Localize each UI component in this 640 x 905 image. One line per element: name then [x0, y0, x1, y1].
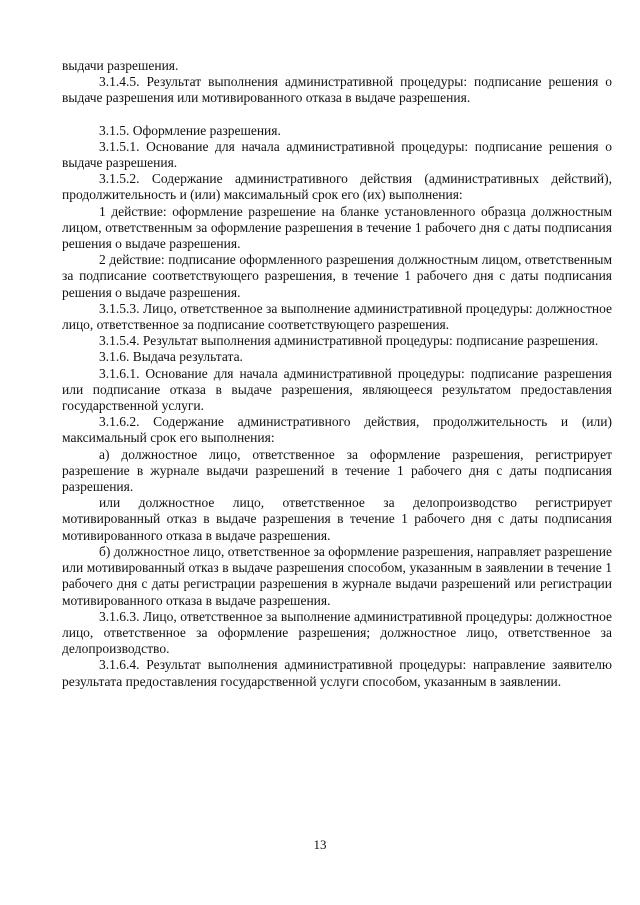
paragraph-3-1-6-4: 3.1.6.4. Результат выполнения административной процедуры: направление заявителю результата предоставления государственной услуги способом, указанным в заявлении. — [62, 657, 612, 689]
paragraph-action-1: 1 действие: оформление разрешение на бланке установленного образца должностным лицом, ответственным за оформление разрешения в течение 1 рабочего дня с даты подписания решения о выдаче разрешения. — [62, 203, 612, 252]
paragraph-3-1-5-1: 3.1.5.1. Основание для начала административной процедуры: подписание решения о выдаче разрешения. — [62, 138, 612, 171]
paragraph-3-1-6-1: 3.1.6.1. Основание для начала административной процедуры: подписание разрешения или подписание отказа в выдаче разрешения, являющееся результатом предоставления государственной услуги. — [62, 365, 612, 414]
paragraph-3-1-6-2: 3.1.6.2. Содержание административного действия, продолжительность и (или) максимальный срок его выполнения: — [62, 414, 612, 446]
paragraph-3-1-5-4: 3.1.5.4. Результат выполнения административной процедуры: подписание разрешения. — [99, 333, 599, 349]
paragraph-item-a-alt: или должностное лицо, ответственное за делопроизводство регистрирует мотивированный отказ в выдаче разрешения в течение 1 рабочего дня с даты подписания мотивированного отказа в выдаче разрешения. — [62, 495, 612, 543]
section-heading-3-1-5: 3.1.5. Оформление разрешения. — [99, 122, 281, 138]
paragraph-3-1-5-2: 3.1.5.2. Содержание административного действия (административных действий), продолжительность и (или) максимальный срок его (их) выполнения: — [62, 171, 612, 203]
paragraph-3-1-6-3: 3.1.6.3. Лицо, ответственное за выполнение административной процедуры: должностное лицо, ответственное за оформление разрешения; должностное лицо, ответственное за делопроизводство. — [62, 608, 612, 657]
page-number: 13 — [313, 837, 327, 852]
paragraph-action-2: 2 действие: подписание оформленного разрешения должностным лицом, ответственным за подписание соответствующего разрешения, в течение 1 рабочего дня с даты подписания решения о выдаче разрешения. — [62, 252, 612, 300]
paragraph-item-b: б) должностное лицо, ответственное за оформление разрешения, направляет разрешение или мотивированный отказ в выдаче разрешения способом, указанным в заявлении в течение 1 рабочего дня с даты регистрации разрешения в журнале выдачи разрешений или регистрации мотивированного отказа в выдаче разрешения. — [62, 543, 612, 608]
paragraph-item-a: а) должностное лицо, ответственное за оформление разрешения, регистрирует разрешение в журнале выдачи разрешений в течение 1 рабочего дня с даты подписания разрешения. — [62, 446, 612, 495]
paragraph-3-1-4-5: 3.1.4.5. Результат выполнения административной процедуры: подписание решения о выдаче разрешения или мотивированного отказа в выдаче разрешения. — [62, 74, 612, 106]
section-heading-3-1-6: 3.1.6. Выдача результата. — [99, 349, 243, 365]
paragraph-continuation: выдачи разрешения. — [62, 58, 179, 73]
paragraph-3-1-5-3: 3.1.5.3. Лицо, ответственное за выполнение административной процедуры: должностное лицо, ответственное за подписание соответствующего разрешения. — [62, 300, 612, 333]
document-body — [62, 58, 612, 690]
